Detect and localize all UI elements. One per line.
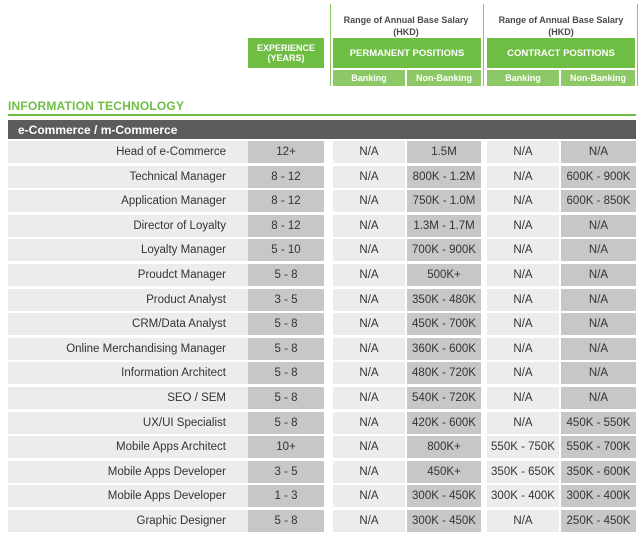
cell-role: Online Merchandising Manager — [8, 338, 252, 360]
cell-con-banking: N/A — [487, 362, 559, 384]
cell-exp: 5 - 8 — [248, 387, 324, 409]
cell-con-banking: N/A — [487, 190, 559, 212]
cell-perm-non: 300K - 450K — [407, 510, 481, 532]
cell-exp: 5 - 8 — [248, 264, 324, 286]
cell-con-banking: N/A — [487, 141, 559, 163]
table-row — [8, 435, 636, 460]
cell-role: Head of e-Commerce — [8, 141, 252, 163]
cell-exp: 3 - 5 — [248, 461, 324, 483]
header-divider-mid — [483, 4, 484, 86]
cell-con-non: 350K - 600K — [561, 461, 636, 483]
experience-header: EXPERIENCE (YEARS) — [248, 38, 324, 68]
cell-exp: 5 - 10 — [248, 239, 324, 261]
cell-role: Graphic Designer — [8, 510, 252, 532]
cell-perm-banking: N/A — [333, 338, 405, 360]
cell-exp: 5 - 8 — [248, 313, 324, 335]
cell-con-banking: N/A — [487, 239, 559, 261]
table-row — [8, 484, 636, 509]
cell-perm-non: 480K - 720K — [407, 362, 481, 384]
cell-exp: 12+ — [248, 141, 324, 163]
cell-perm-banking: N/A — [333, 362, 405, 384]
cell-role: Mobile Apps Architect — [8, 436, 252, 458]
cell-con-banking: N/A — [487, 166, 559, 188]
cell-role: CRM/Data Analyst — [8, 313, 252, 335]
cell-perm-banking: N/A — [333, 412, 405, 434]
cell-perm-banking: N/A — [333, 264, 405, 286]
cell-exp: 5 - 8 — [248, 412, 324, 434]
table-row — [8, 312, 636, 337]
table-row — [8, 509, 636, 534]
section-title: INFORMATION TECHNOLOGY — [8, 99, 185, 113]
cell-role: SEO / SEM — [8, 387, 252, 409]
perm-non-banking-header: Non-Banking — [407, 70, 481, 86]
cell-exp: 8 - 12 — [248, 166, 324, 188]
cell-perm-non: 450K - 700K — [407, 313, 481, 335]
cell-perm-banking: N/A — [333, 436, 405, 458]
permanent-range-title: Range of Annual Base Salary (HKD) — [343, 15, 469, 37]
table-row — [8, 214, 636, 239]
cell-con-banking: N/A — [487, 264, 559, 286]
cell-perm-non: 1.5M — [407, 141, 481, 163]
cell-perm-non: 700K - 900K — [407, 239, 481, 261]
perm-banking-header: Banking — [333, 70, 405, 86]
contract-non-banking-header: Non-Banking — [561, 70, 635, 86]
cell-con-banking: N/A — [487, 338, 559, 360]
cell-perm-non: 800K - 1.2M — [407, 166, 481, 188]
cell-role: Product Analyst — [8, 289, 252, 311]
cell-con-banking: N/A — [487, 215, 559, 237]
cell-perm-non: 450K+ — [407, 461, 481, 483]
cell-con-banking: N/A — [487, 289, 559, 311]
table-row — [8, 288, 636, 313]
cell-con-banking: N/A — [487, 387, 559, 409]
cell-exp: 8 - 12 — [248, 215, 324, 237]
contract-range-title: Range of Annual Base Salary (HKD) — [498, 15, 624, 37]
cell-perm-banking: N/A — [333, 313, 405, 335]
category-bar: e-Commerce / m-Commerce — [8, 120, 636, 139]
cell-perm-non: 420K - 600K — [407, 412, 481, 434]
cell-role: UX/UI Specialist — [8, 412, 252, 434]
cell-role: Mobile Apps Developer — [8, 461, 252, 483]
cell-con-non: N/A — [561, 362, 636, 384]
cell-con-non: 600K - 850K — [561, 190, 636, 212]
cell-role: Mobile Apps Developer — [8, 485, 252, 507]
cell-perm-banking: N/A — [333, 289, 405, 311]
cell-con-non: 250K - 450K — [561, 510, 636, 532]
cell-perm-banking: N/A — [333, 166, 405, 188]
header-divider-right — [637, 4, 638, 86]
table-row — [8, 337, 636, 362]
table-row — [8, 361, 636, 386]
cell-role: Technical Manager — [8, 166, 252, 188]
contract-banking-header: Banking — [487, 70, 559, 86]
cell-perm-banking: N/A — [333, 510, 405, 532]
cell-exp: 8 - 12 — [248, 190, 324, 212]
table-row — [8, 263, 636, 288]
cell-con-non: 300K - 400K — [561, 485, 636, 507]
cell-con-non: N/A — [561, 387, 636, 409]
cell-con-non: N/A — [561, 264, 636, 286]
cell-con-banking: N/A — [487, 510, 559, 532]
contract-positions-header: CONTRACT POSITIONS — [487, 38, 635, 68]
header-divider-left — [330, 4, 331, 86]
cell-perm-non: 500K+ — [407, 264, 481, 286]
cell-con-banking: N/A — [487, 412, 559, 434]
table-row — [8, 238, 636, 263]
cell-perm-non: 1.3M - 1.7M — [407, 215, 481, 237]
cell-con-non: N/A — [561, 239, 636, 261]
cell-exp: 10+ — [248, 436, 324, 458]
cell-perm-banking: N/A — [333, 387, 405, 409]
cell-exp: 5 - 8 — [248, 338, 324, 360]
cell-con-non: N/A — [561, 141, 636, 163]
cell-role: Proudct Manager — [8, 264, 252, 286]
cell-perm-non: 800K+ — [407, 436, 481, 458]
cell-exp: 5 - 8 — [248, 362, 324, 384]
table-row — [8, 386, 636, 411]
cell-perm-banking: N/A — [333, 141, 405, 163]
cell-perm-non: 540K - 720K — [407, 387, 481, 409]
cell-role: Application Manager — [8, 190, 252, 212]
cell-perm-non: 350K - 480K — [407, 289, 481, 311]
cell-con-banking: 550K - 750K — [487, 436, 559, 458]
table-row — [8, 411, 636, 436]
permanent-positions-header: PERMANENT POSITIONS — [333, 38, 481, 68]
cell-perm-non: 750K - 1.0M — [407, 190, 481, 212]
cell-exp: 1 - 3 — [248, 485, 324, 507]
cell-role: Loyalty Manager — [8, 239, 252, 261]
cell-perm-non: 360K - 600K — [407, 338, 481, 360]
cell-con-non: N/A — [561, 338, 636, 360]
section-underline — [8, 114, 636, 116]
table-row — [8, 189, 636, 214]
table-row — [8, 140, 636, 165]
cell-exp: 3 - 5 — [248, 289, 324, 311]
cell-perm-banking: N/A — [333, 461, 405, 483]
cell-con-banking: 300K - 400K — [487, 485, 559, 507]
cell-role: Information Architect — [8, 362, 252, 384]
cell-role: Director of Loyalty — [8, 215, 252, 237]
cell-perm-banking: N/A — [333, 215, 405, 237]
table-row — [8, 460, 636, 485]
cell-con-non: 450K - 550K — [561, 412, 636, 434]
cell-con-non: N/A — [561, 313, 636, 335]
cell-perm-banking: N/A — [333, 190, 405, 212]
cell-perm-banking: N/A — [333, 485, 405, 507]
cell-perm-banking: N/A — [333, 239, 405, 261]
cell-exp: 5 - 8 — [248, 510, 324, 532]
cell-con-non: N/A — [561, 215, 636, 237]
cell-con-non: 600K - 900K — [561, 166, 636, 188]
cell-con-non: N/A — [561, 289, 636, 311]
table-row — [8, 165, 636, 190]
cell-con-non: 550K - 700K — [561, 436, 636, 458]
cell-perm-non: 300K - 450K — [407, 485, 481, 507]
cell-con-banking: N/A — [487, 313, 559, 335]
cell-con-banking: 350K - 650K — [487, 461, 559, 483]
